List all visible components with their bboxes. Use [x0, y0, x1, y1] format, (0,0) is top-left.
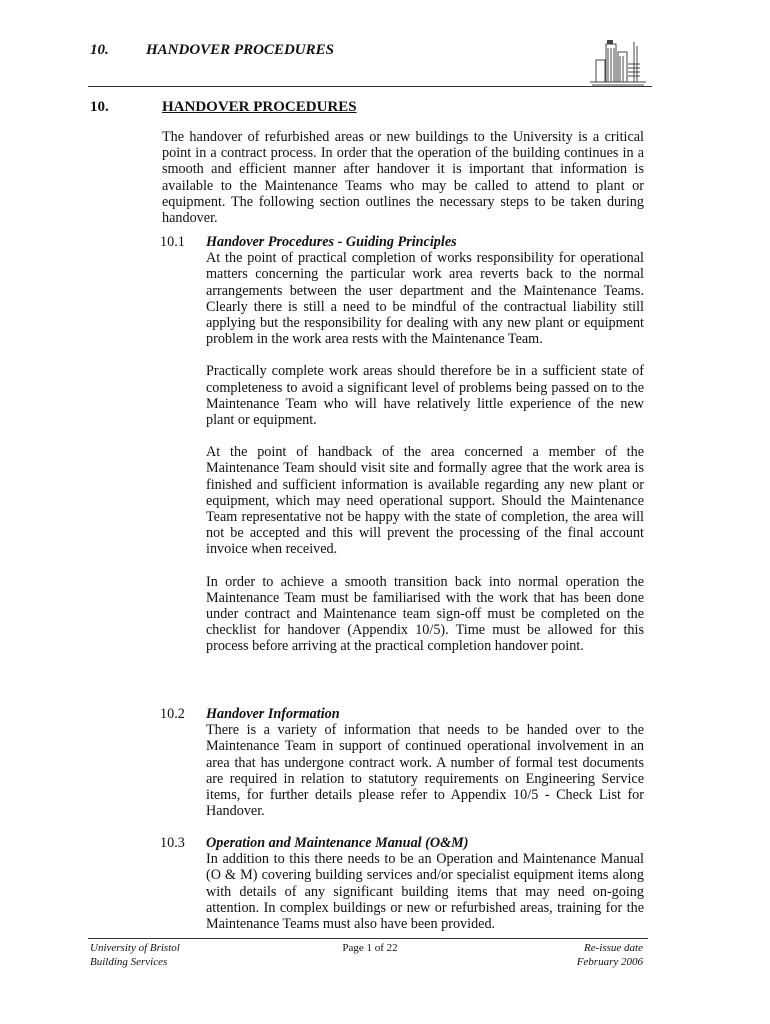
subsection-title: Handover Procedures - Guiding Principles: [206, 234, 457, 250]
subsection-number: 10.1: [160, 234, 185, 250]
paragraph: At the point of practical completion of works responsibility for operational matters concerning the particular work area reverts back to the normal arrangements between the user department and the Maintenance Teams. Clearly there is still a need to be mindful of the contractual liability still applying but the responsibility for dealing with any new plant or equipment problem in the work area rests with the Maintenance Team.: [206, 250, 644, 348]
subsection-title: Operation and Maintenance Manual (O&M): [206, 835, 469, 851]
paragraph: In addition to this there needs to be an Operation and Maintenance Manual (O & M) covering building services and/or specialist equipment items along with details of any significant building items that may need on-going attention. In complex buildings or new or refurbished areas, training for the Maintenance Teams must also have been provided.: [206, 851, 644, 933]
footer-university: University of Bristol: [90, 942, 180, 954]
paragraph: There is a variety of information that needs to be handed over to the Maintenance Team in support of continued operational involvement in an area that has undergone contract work. A number of formal test documents are required in relation to statutory requirements on Engineering Service items, for further details please refer to Appendix 10/5 - Check List for Handover.: [206, 722, 644, 820]
building-logo-icon: [588, 38, 648, 88]
subsection-body: [206, 835, 644, 948]
subsection-body: [206, 234, 644, 671]
subsection-body: [206, 706, 644, 835]
footer-reissue-label: Re-issue date: [584, 942, 643, 954]
subsection-title: Handover Information: [206, 706, 340, 722]
header-divider: [88, 86, 652, 87]
running-header-title: HANDOVER PROCEDURES: [146, 42, 334, 58]
footer-department: Building Services: [90, 956, 168, 968]
running-header-number: 10.: [90, 42, 109, 58]
section-intro: The handover of refurbished areas or new buildings to the University is a critical point in a contract process. In order that the operation of the building continues in a smooth and efficient manner after handover it is important that information is available to the Maintenance Teams who may be called to attend to plant or equipment. The following section outlines the necessary steps to be taken during handover.: [162, 129, 644, 227]
section-title: HANDOVER PROCEDURES: [162, 99, 357, 115]
paragraph: Practically complete work areas should therefore be in a sufficient state of completeness to avoid a significant level of problems being passed on to the Maintenance Team who will have relatively little experience of the new plant or equipment.: [206, 363, 644, 429]
footer-reissue: [480, 941, 643, 969]
paragraph: In order to achieve a smooth transition back into normal operation the Maintenance Team must be familiarised with the work that has been done under contract and Maintenance team sign-off must be completed on the checklist for handover (Appendix 10/5). Time must be allowed for this process before arriving at the practical completion handover point.: [206, 573, 644, 655]
section-heading: [90, 99, 357, 116]
paragraph: At the point of handback of the area concerned a member of the Maintenance Team should visit site and formally agree that the work area is finished and sufficient information is available regarding any new plant or equipment, which may need operational support. Should the Maintenance Team representative not be happy with the state of completion, the area will not be accepted and this will prevent the processing of the final account invoice when received.: [206, 444, 644, 558]
subsection-number: 10.2: [160, 706, 185, 722]
footer-divider: [88, 938, 648, 939]
footer-page-number: Page 1 of 22: [342, 942, 398, 954]
footer-reissue-date: February 2006: [576, 956, 643, 968]
section-number: 10.: [90, 99, 109, 115]
running-header: [90, 42, 570, 59]
subsection-number: 10.3: [160, 835, 185, 851]
footer-organization: [90, 941, 180, 969]
